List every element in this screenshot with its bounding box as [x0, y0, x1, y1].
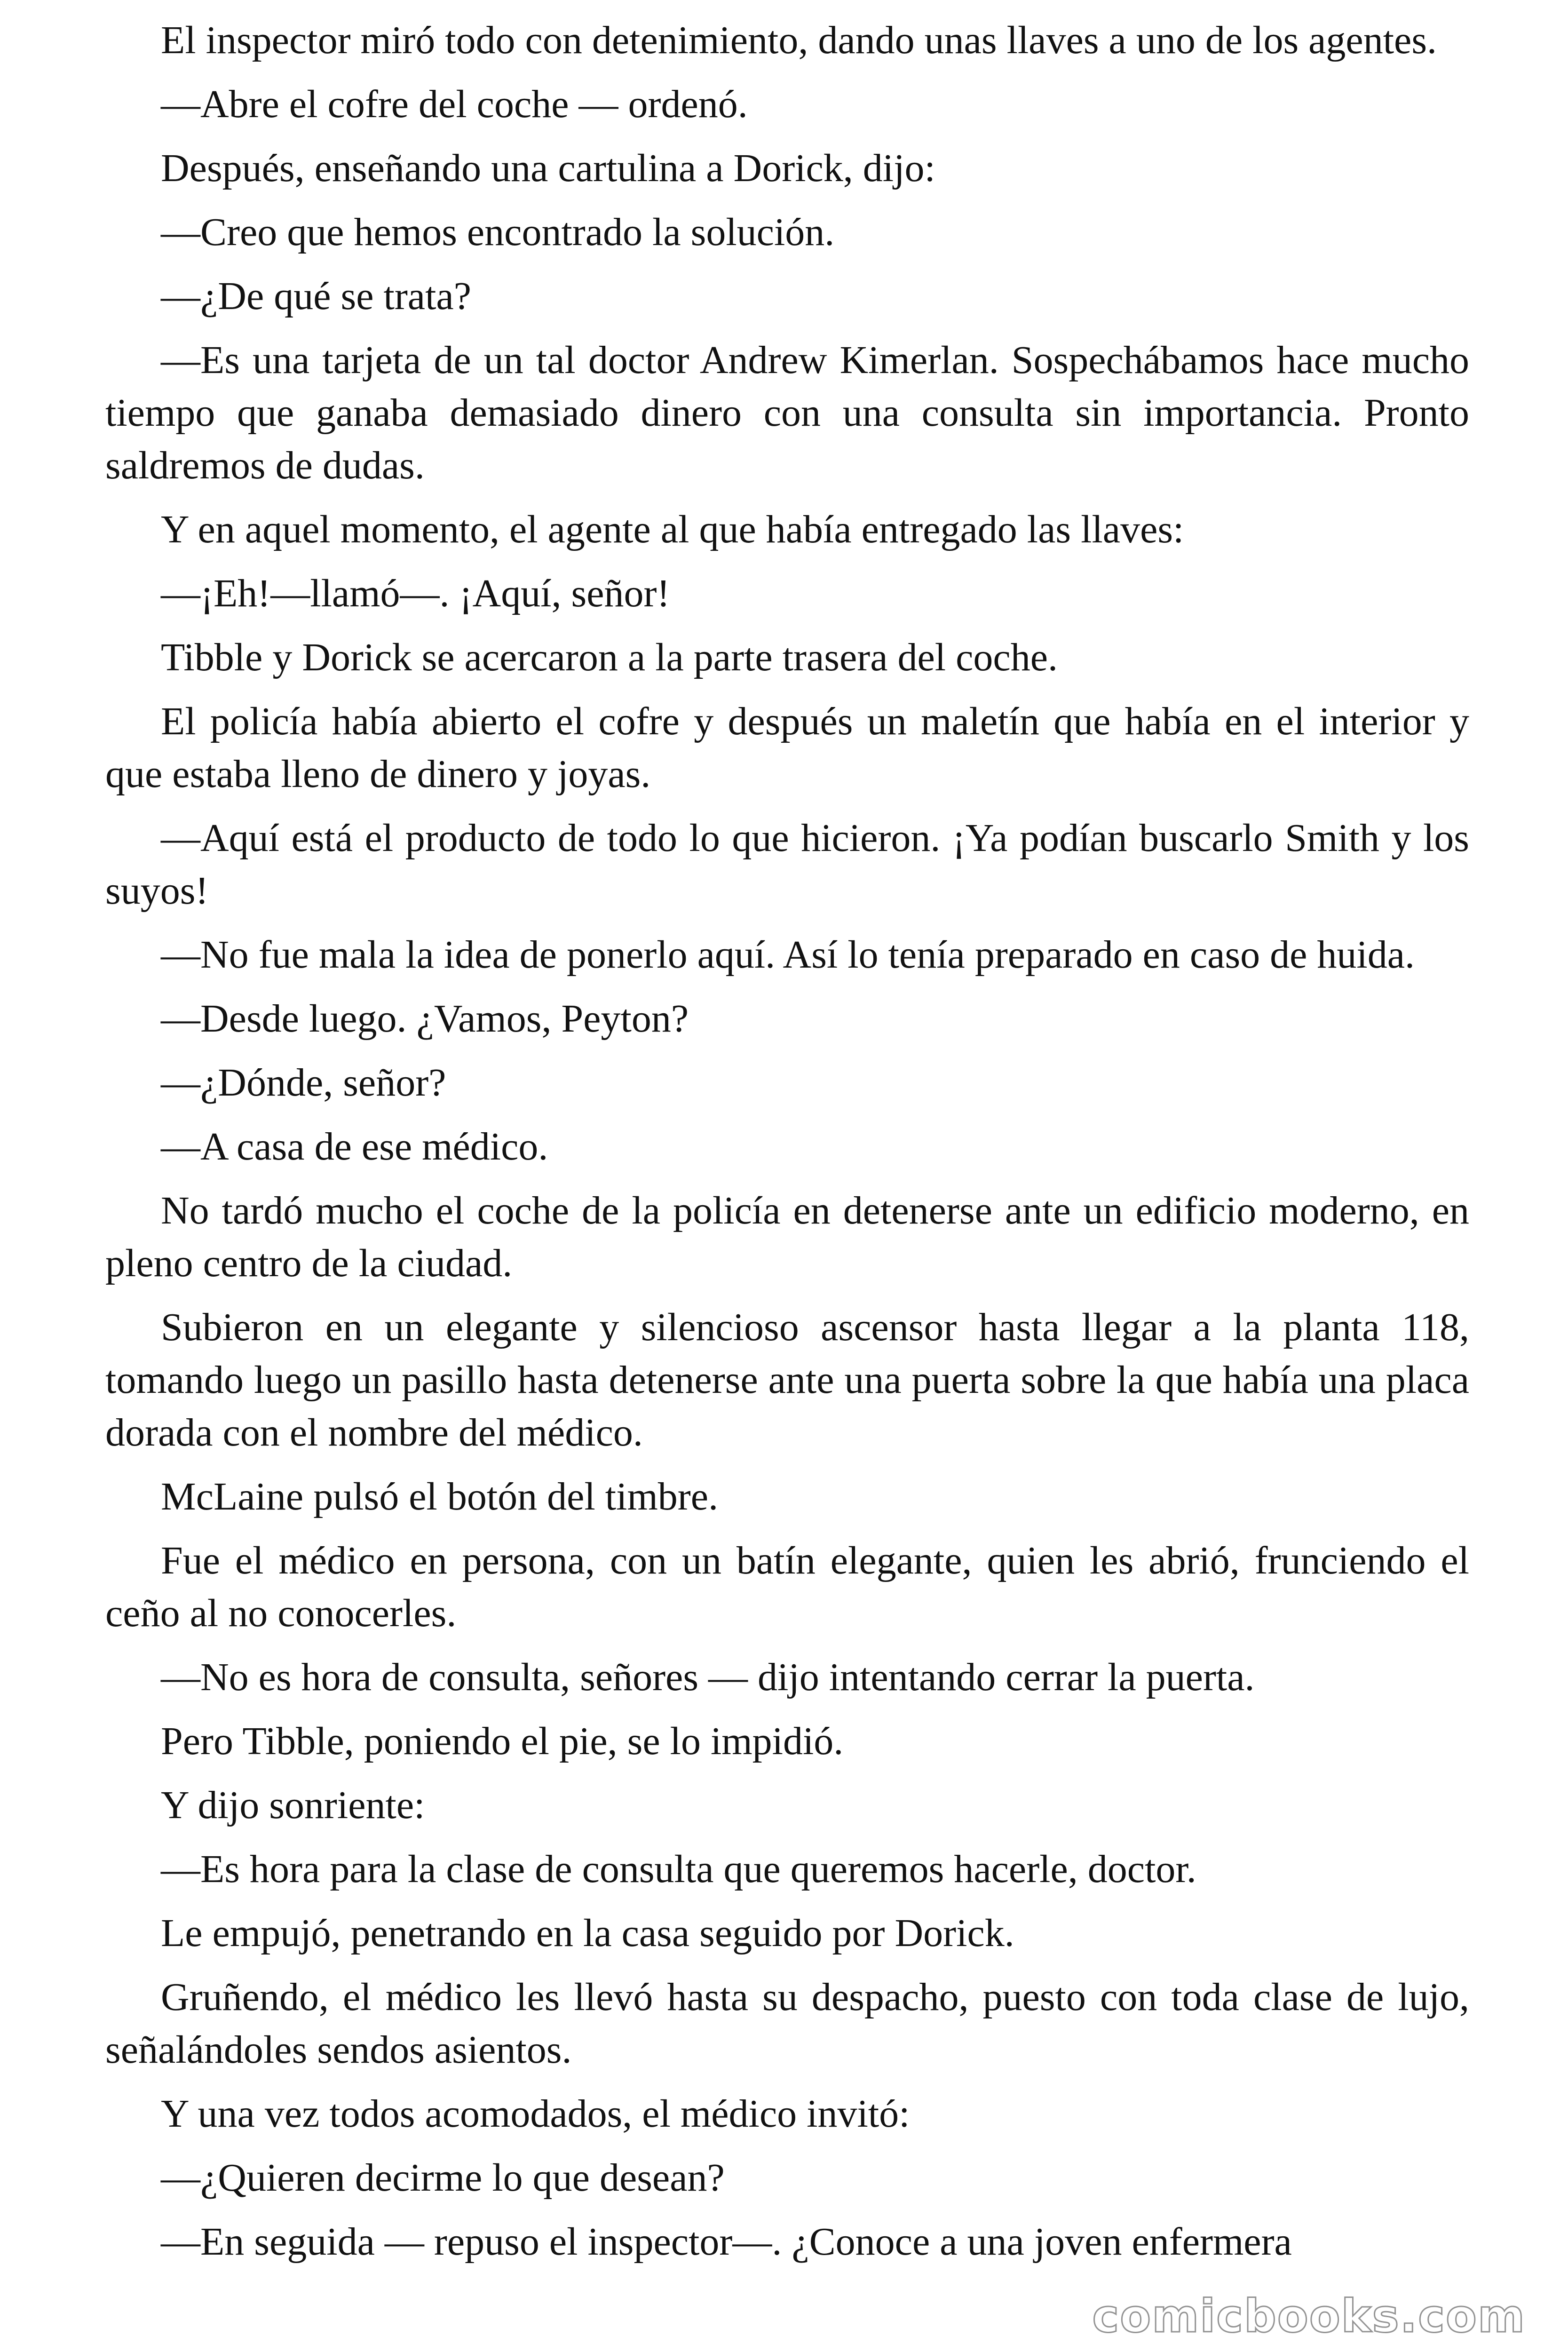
paragraph: —¿Quieren decirme lo que desean? — [161, 2156, 725, 2200]
paragraph: —¿Dónde, señor? — [161, 1061, 446, 1104]
paragraph: —Creo que hemos encontrado la solución. — [161, 210, 835, 254]
paragraph: —Abre el cofre del coche — ordenó. — [161, 82, 748, 126]
paragraph: El inspector miró todo con detenimiento, dando unas llaves a uno de los agentes. — [161, 18, 1437, 62]
paragraph: —No fue mala la idea de ponerlo aquí. Así lo tenía preparado en caso de huida. — [161, 933, 1415, 977]
paragraph: —Es una tarjeta de un tal doctor Andrew Kimerlan. Sospechábamos hace mucho tiempo que ganaba demasiado dinero con una consulta sin importancia. Pronto saldremos de dudas. — [105, 338, 1469, 487]
paragraph: —No es hora de consulta, señores — dijo intentando cerrar la puerta. — [161, 1655, 1255, 1699]
paragraph: Subieron en un elegante y silencioso ascensor hasta llegar a la planta 118, tomando luego un pasillo hasta detenerse ante una puerta sobre la que había una placa dorada con el nombre del médico. — [105, 1305, 1469, 1454]
paragraph: —Aquí está el producto de todo lo que hicieron. ¡Ya podían buscarlo Smith y los suyos! — [105, 816, 1469, 913]
paragraph: Tibble y Dorick se acercaron a la parte trasera del coche. — [161, 636, 1058, 679]
paragraph: Le empujó, penetrando en la casa seguido por Dorick. — [161, 1911, 1014, 1955]
document-page — [105, 14, 1469, 2280]
paragraph: —A casa de ese médico. — [161, 1125, 548, 1168]
paragraph: —¿De qué se trata? — [161, 274, 471, 318]
paragraph: Después, enseñando una cartulina a Dorick, dijo: — [161, 146, 935, 190]
paragraph: —En seguida — repuso el inspector—. ¿Conoce a una joven enfermera — [161, 2220, 1292, 2264]
paragraph: Fue el médico en persona, con un batín elegante, quien les abrió, frunciendo el ceño al no conocerles. — [105, 1539, 1469, 1635]
paragraph: Y en aquel momento, el agente al que había entregado las llaves: — [161, 508, 1184, 551]
paragraph: Pero Tibble, poniendo el pie, se lo impidió. — [161, 1719, 844, 1763]
paragraph: —¡Eh!—llamó—. ¡Aquí, señor! — [161, 572, 670, 615]
paragraph: Gruñendo, el médico les llevó hasta su despacho, puesto con toda clase de lujo, señalándoles sendos asientos. — [105, 1975, 1469, 2072]
paragraph: —Es hora para la clase de consulta que queremos hacerle, doctor. — [161, 1847, 1196, 1891]
paragraph: El policía había abierto el cofre y después un maletín que había en el interior y que estaba lleno de dinero y joyas. — [105, 699, 1469, 796]
paragraph: —Desde luego. ¿Vamos, Peyton? — [161, 997, 689, 1041]
paragraph: McLaine pulsó el botón del timbre. — [161, 1475, 719, 1518]
paragraph: Y dijo sonriente: — [161, 1783, 425, 1827]
paragraph: Y una vez todos acomodados, el médico invitó: — [161, 2092, 910, 2136]
watermark: comicbooks.com — [1092, 2290, 1526, 2343]
paragraph: No tardó mucho el coche de la policía en detenerse ante un edificio moderno, en pleno centro de la ciudad. — [105, 1189, 1469, 1285]
